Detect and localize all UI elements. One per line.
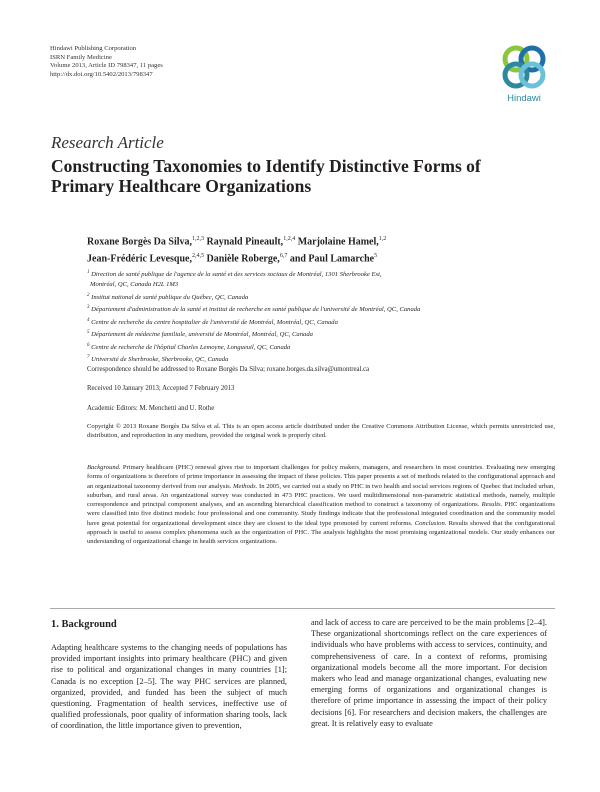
abstract-results-label: Results. — [481, 501, 503, 509]
author-affiliation-marker: 2,4,5 — [191, 253, 204, 260]
affiliation-number: 5 — [87, 330, 90, 336]
running-header — [50, 45, 163, 79]
author-affiliation-marker: 6,7 — [279, 253, 288, 260]
article-title — [51, 156, 571, 196]
affiliation-item — [87, 268, 567, 280]
affiliation-item — [87, 341, 567, 353]
body-paragraph: and lack of access to care are perceived to be the main problems [2–4]. These organizational shortcomings reflect on the care experiences of individuals who have problems with access to services, continuity, and comprehensiveness of care. In a context of reforms, promising organizational models become all the more important. For decision makers who lead and manage organizational changes, evaluating new emerging forms of organizations and organizational changes is therefore of prime importance in assessing the impact of their policy decisions [6]. For researchers and decision makers, the challenges are great. It is relatively easy to evaluate — [311, 618, 547, 728]
section-heading: 1. Background — [51, 619, 117, 630]
affiliation-text: Centre de recherche du centre hospitalier de l'université de Montréal, Montréal, QC, Canada — [91, 318, 338, 326]
doi-link[interactable]: http://dx.doi.org/10.5402/2013/798347 — [50, 70, 153, 78]
abstract-methods: In 2005, we carried out a study on PHC in two health and social services regions of Quebec that included urban, suburban, and rural areas. An organizational survey was conducted in 473 PHC practices. We used multidimensional non-parametric statistical methods, namely, multiple correspondence and principal component analyses, and an ascending hierarchical classification method to construct a taxonomy of organizations. — [87, 482, 555, 509]
affiliation-item — [87, 316, 567, 328]
affiliation-text: Direction de santé publique de l'agence de la santé et des services sociaux de Montréal, 1301 Sherbrooke Est, — [91, 271, 382, 279]
author-affiliation-marker: 1,2,4 — [283, 236, 296, 242]
publisher: Hindawi Publishing Corporation — [50, 45, 137, 52]
author-line-2 — [87, 249, 567, 266]
author-name: Roxane Borgès Da Silva, — [87, 236, 192, 248]
abstract-conclusion: Results showed that the configurational approach is useful to assess complex phenomena such as the organization of PHC. The analysis highlights the most promising organizational models. Our study enhances our understanding of organizational change in health services organizations. — [87, 519, 555, 546]
title-line-1: Constructing Taxonomies to Identify Distinctive Forms of — [51, 156, 481, 176]
abstract — [87, 463, 555, 547]
article-type: Research Article — [51, 133, 164, 152]
author-name: Danièle Roberge, — [203, 253, 280, 265]
affiliation-number: 6 — [87, 342, 90, 348]
affiliation-text: Département de médecine familiale, université de Montréal, Montréal, QC, Canada — [91, 331, 313, 339]
body-column-right — [311, 617, 547, 729]
author-name: Raynald Pineault, — [204, 236, 284, 248]
academic-editors: Academic Editors: M. Menchetti and U. Rothe — [87, 405, 215, 412]
affiliation-item — [87, 291, 567, 303]
journal-name: ISRN Family Medicine — [50, 53, 112, 61]
logo-wordmark: Hindawi — [507, 93, 541, 104]
body-paragraph: Adapting healthcare systems to the changing needs of populations has provided important insights into primary healthcare (PHC) and given rise to political and organizational changes in many countries [1]; Canada is no exception [2–5]. The way PHC services are planned, organized, provided, and funded has been the subject of much questioning. Fragmentation of health services, ineffective use of qualified professionals, poor quality of information sharing tools, lack of coordination, the little importance given to prevention, — [51, 643, 287, 731]
affiliation-number: 7 — [87, 355, 90, 361]
abstract-results: PHC organizations were classified into five distinct models: four professional and one community. Study findings indicate that the professional integrated coordination and the community model have great potential for organizational development since they are closest to the ideal type promoted by current reforms. — [87, 501, 555, 527]
affiliation-number: 2 — [87, 292, 90, 298]
affiliation-number: 3 — [87, 305, 90, 311]
abstract-background-label: Background. — [87, 464, 121, 471]
copyright-notice: Copyright © 2013 Roxane Borgès Da Silva et al. This is an open access article distributed under the Creative Commons Attribution License, which permits unrestricted use, distribution, and reproduction in any medium, provided the original work is properly cited. — [87, 423, 555, 440]
hindawi-logo — [494, 42, 554, 108]
body-column-left — [51, 642, 287, 732]
author-affiliation-marker: 5 — [374, 253, 378, 260]
author-name: Marjolaine Hamel, — [295, 236, 379, 248]
abstract-background: Primary healthcare (PHC) renewal gives rise to important challenges for policy makers, managers, and researchers in most countries. Evaluating new emerging forms of organizations is therefore of prime importance in assessing the impact of these policies. This paper presents a set of methods related to the configurational approach and an organizational taxonomy derived from our analysis. — [87, 464, 555, 490]
affiliation-text: Montréal, QC, Canada H2L 1M3 — [90, 281, 179, 289]
abstract-conclusion-label: Conclusion. — [414, 519, 447, 527]
section-divider — [50, 608, 555, 609]
affiliation-item — [87, 328, 567, 340]
affiliation-number: 1 — [87, 270, 90, 275]
affiliation-item — [87, 303, 567, 315]
author-affiliation-marker: 1,2 — [378, 236, 387, 242]
author-list — [87, 232, 567, 267]
affiliation-number: 4 — [87, 317, 90, 323]
affiliation-text: Centre de recherche de l'hôpital Charles Lemoyne, Longueuil, QC, Canada — [91, 343, 291, 351]
author-name: and Paul Lamarche — [287, 253, 375, 265]
author-name: Jean-Frédéric Levesque, — [87, 253, 192, 265]
affiliation-list — [87, 268, 567, 366]
abstract-methods-label: Methods. — [233, 482, 258, 490]
affiliation-item — [87, 280, 567, 290]
volume-info: Volume 2013, Article ID 798347, 11 pages — [50, 62, 163, 70]
received-dates: Received 10 January 2013; Accepted 7 February 2013 — [87, 385, 235, 392]
title-line-2: Primary Healthcare Organizations — [51, 176, 312, 196]
correspondence: Correspondence should be addressed to Roxane Borgès Da Silva; roxane.borges.da.silva@umontreal.ca — [87, 366, 370, 373]
author-line-1 — [87, 232, 567, 249]
affiliation-text: Département d'administration de la santé et institut de recherche en santé publique de l'université de Montréal, QC, Canada — [91, 306, 421, 314]
affiliation-text: Université de Sherbrooke, Sherbrooke, QC, Canada — [91, 356, 229, 364]
affiliation-text: Institut national de santé publique du Québec, QC, Canada — [91, 293, 249, 301]
hindawi-logo-icon — [494, 42, 554, 92]
author-affiliation-marker: 1,2,3 — [192, 236, 204, 242]
affiliation-item — [87, 353, 567, 365]
